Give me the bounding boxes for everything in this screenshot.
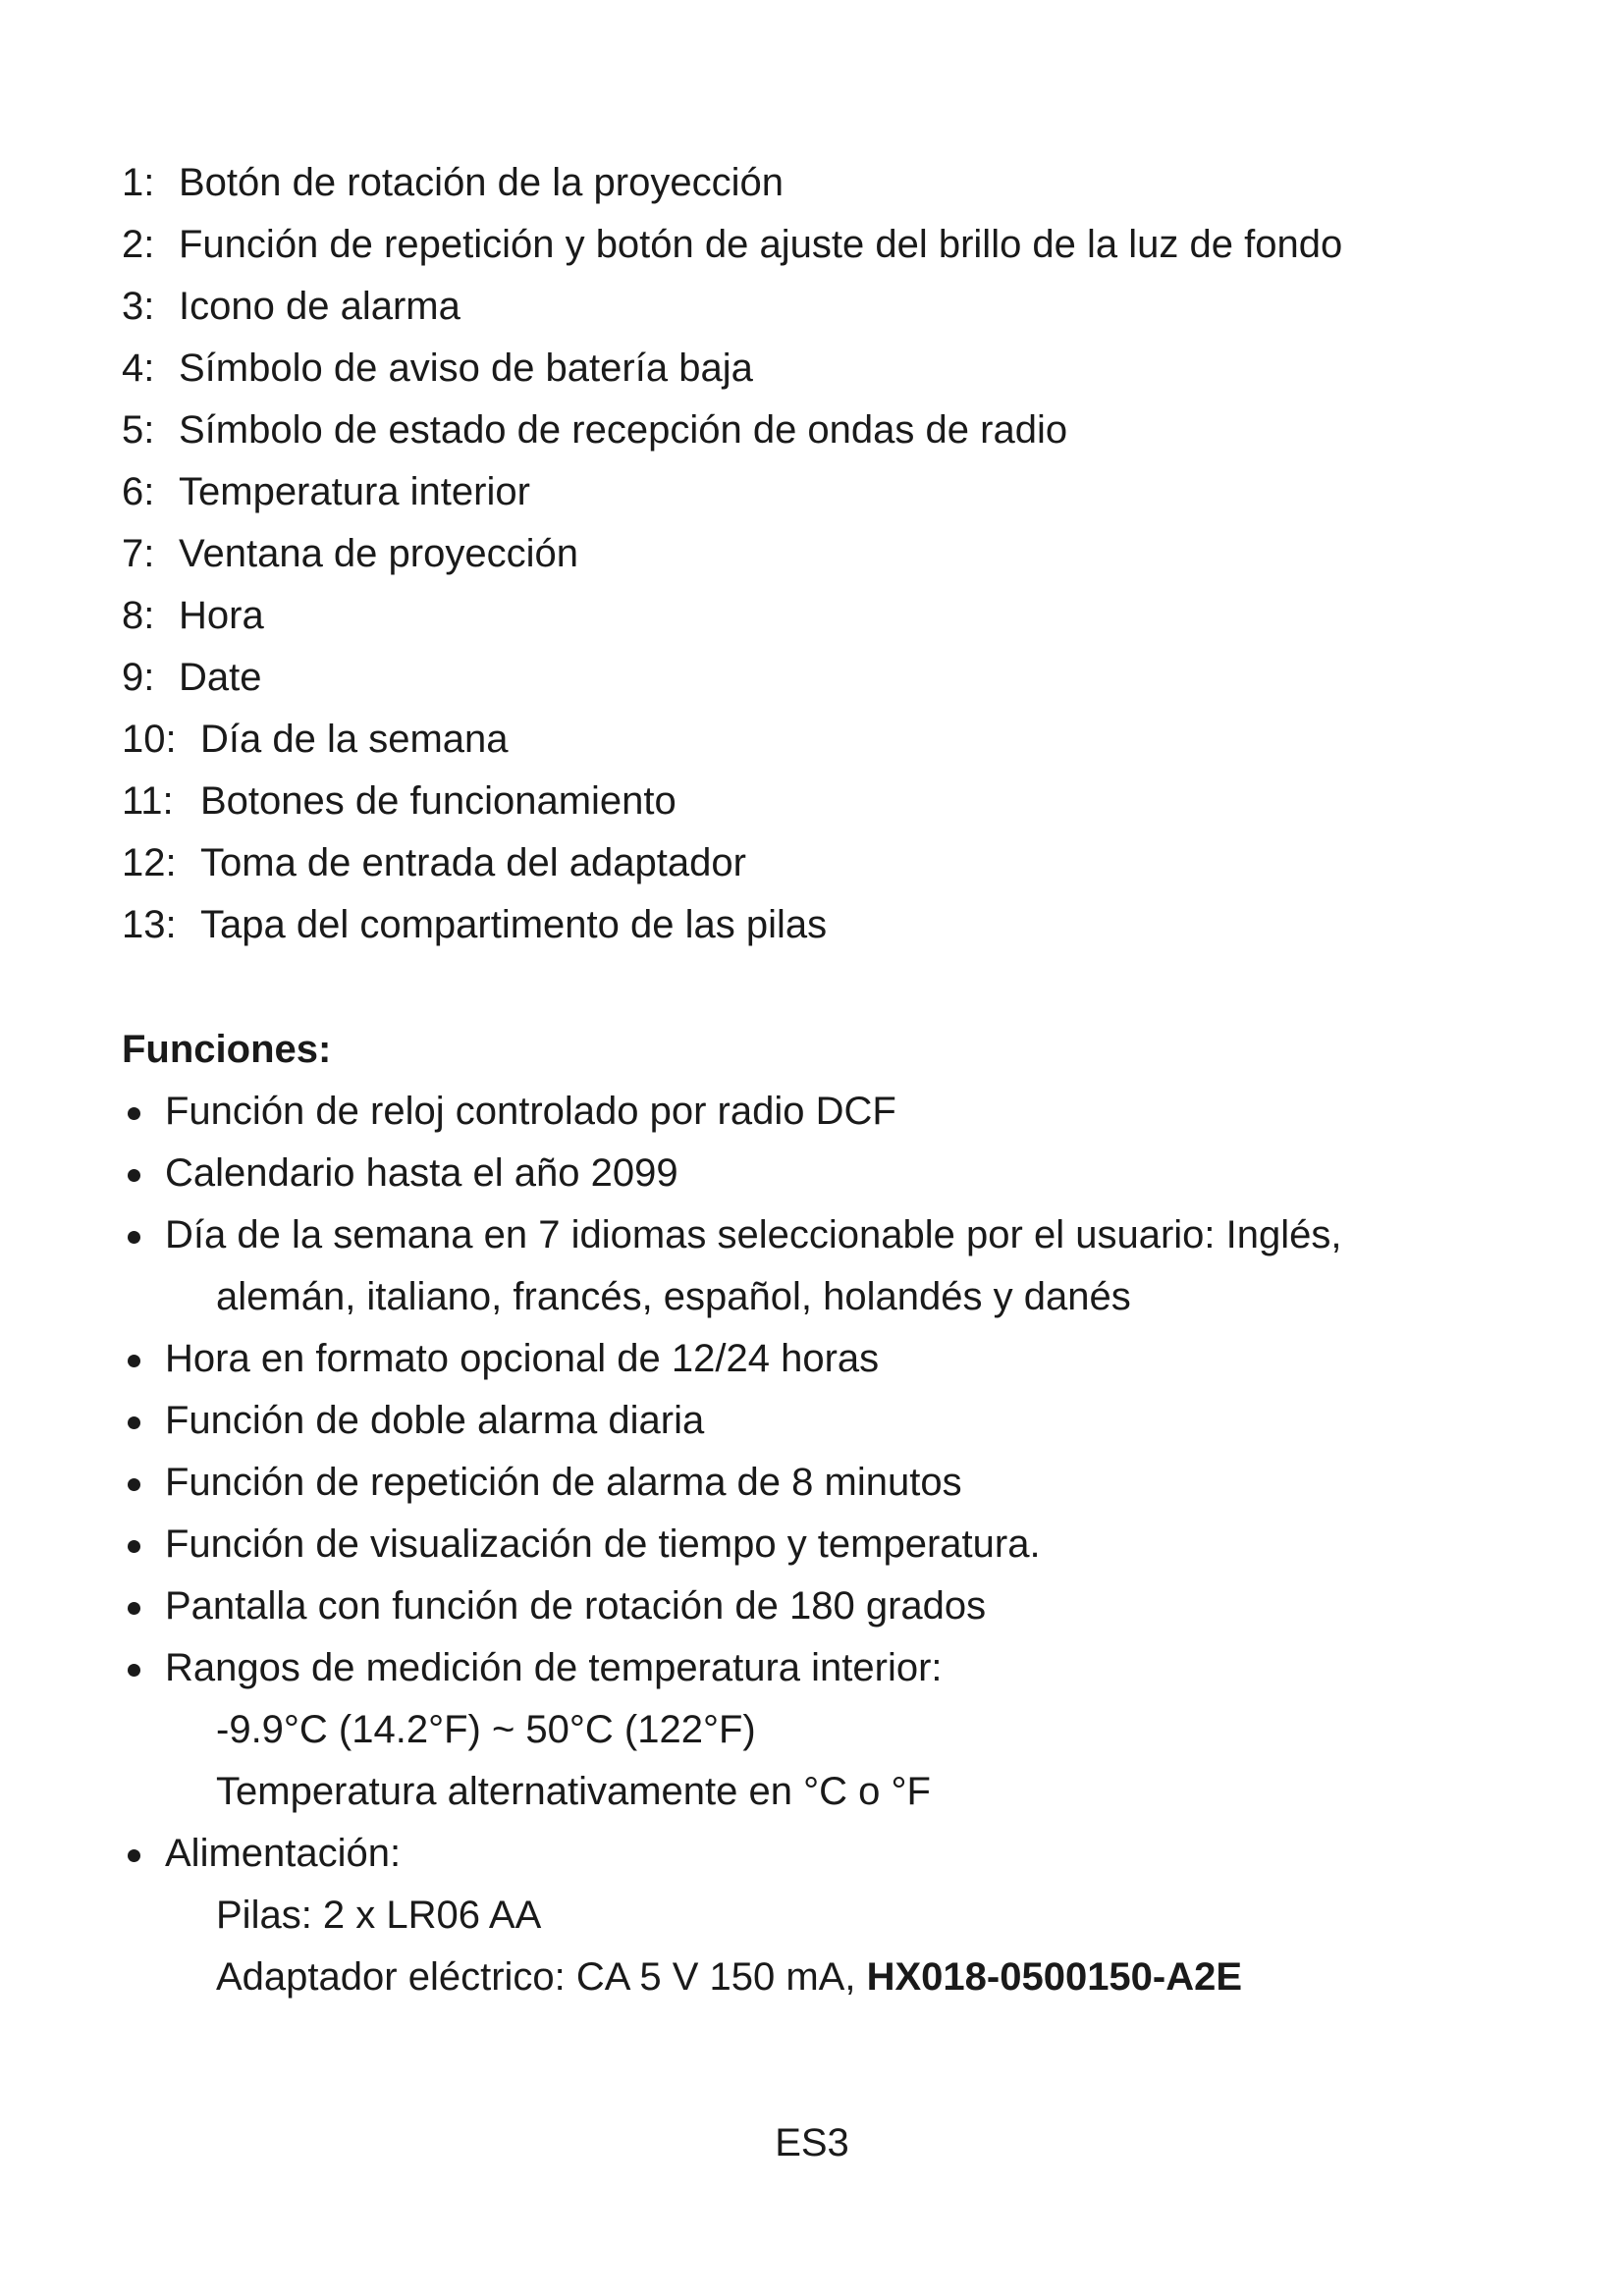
legend-item: 5: Símbolo de estado de recepción de ondas de radio bbox=[122, 408, 1068, 452]
feature-item: Pantalla con función de rotación de 180 grados bbox=[122, 1575, 1341, 1637]
feature-item: Día de la semana en 7 idiomas seleccionable por el usuario: Inglés, alemán, italiano, francés, español, holandés y danés bbox=[122, 1204, 1341, 1328]
parts-legend bbox=[122, 152, 1342, 956]
legend-item: 9: Date bbox=[122, 656, 262, 699]
page-number: ES3 bbox=[775, 2121, 849, 2164]
legend-item: 1: Botón de rotación de la proyección bbox=[122, 161, 784, 204]
bullet-icon bbox=[128, 1416, 140, 1429]
legend-item: 10: Día de la semana bbox=[122, 718, 509, 761]
legend-item: 6: Temperatura interior bbox=[122, 470, 530, 513]
bullet-icon bbox=[128, 1169, 140, 1182]
legend-item: 12: Toma de entrada del adaptador bbox=[122, 841, 746, 884]
bullet-icon bbox=[128, 1355, 140, 1367]
legend-item: 13: Tapa del compartimento de las pilas bbox=[122, 903, 828, 946]
feature-item: Alimentación: Pilas: 2 x LR06 AA Adaptador eléctrico: CA 5 V 150 mA, HX018-0500150-A2E bbox=[122, 1823, 1341, 2008]
feature-item: Función de reloj controlado por radio DCF bbox=[122, 1081, 1341, 1143]
legend-item: 11: Botones de funcionamiento bbox=[122, 779, 677, 823]
feature-item: Función de visualización de tiempo y temperatura. bbox=[122, 1514, 1341, 1575]
legend-item: 7: Ventana de proyección bbox=[122, 532, 578, 575]
feature-item: Función de repetición de alarma de 8 minutos bbox=[122, 1452, 1341, 1514]
bullet-icon bbox=[128, 1540, 140, 1553]
bullet-icon bbox=[128, 1602, 140, 1615]
legend-item: 8: Hora bbox=[122, 594, 264, 637]
features-list bbox=[122, 1081, 1341, 2008]
feature-item: Hora en formato opcional de 12/24 horas bbox=[122, 1328, 1341, 1390]
adapter-model: HX018-0500150-A2E bbox=[866, 1955, 1243, 1999]
feature-item: Rangos de medición de temperatura interior: -9.9°C (14.2°F) ~ 50°C (122°F) Temperatura alternativamente en °C o °F bbox=[122, 1637, 1341, 1823]
feature-item: Función de doble alarma diaria bbox=[122, 1390, 1341, 1452]
legend-item: 3: Icono de alarma bbox=[122, 285, 460, 328]
bullet-icon bbox=[128, 1478, 140, 1491]
features-heading: Funciones: bbox=[122, 1028, 332, 1071]
bullet-icon bbox=[128, 1849, 140, 1862]
legend-item: 2: Función de repetición y botón de ajuste del brillo de la luz de fondo bbox=[122, 223, 1343, 266]
bullet-icon bbox=[128, 1231, 140, 1244]
power-adapter-line: Adaptador eléctrico: CA 5 V 150 mA, HX018-0500150-A2E bbox=[216, 1955, 1243, 1999]
bullet-icon bbox=[128, 1664, 140, 1677]
bullet-icon bbox=[128, 1107, 140, 1120]
legend-item: 4: Símbolo de aviso de batería baja bbox=[122, 347, 753, 390]
feature-item: Calendario hasta el año 2099 bbox=[122, 1143, 1341, 1204]
